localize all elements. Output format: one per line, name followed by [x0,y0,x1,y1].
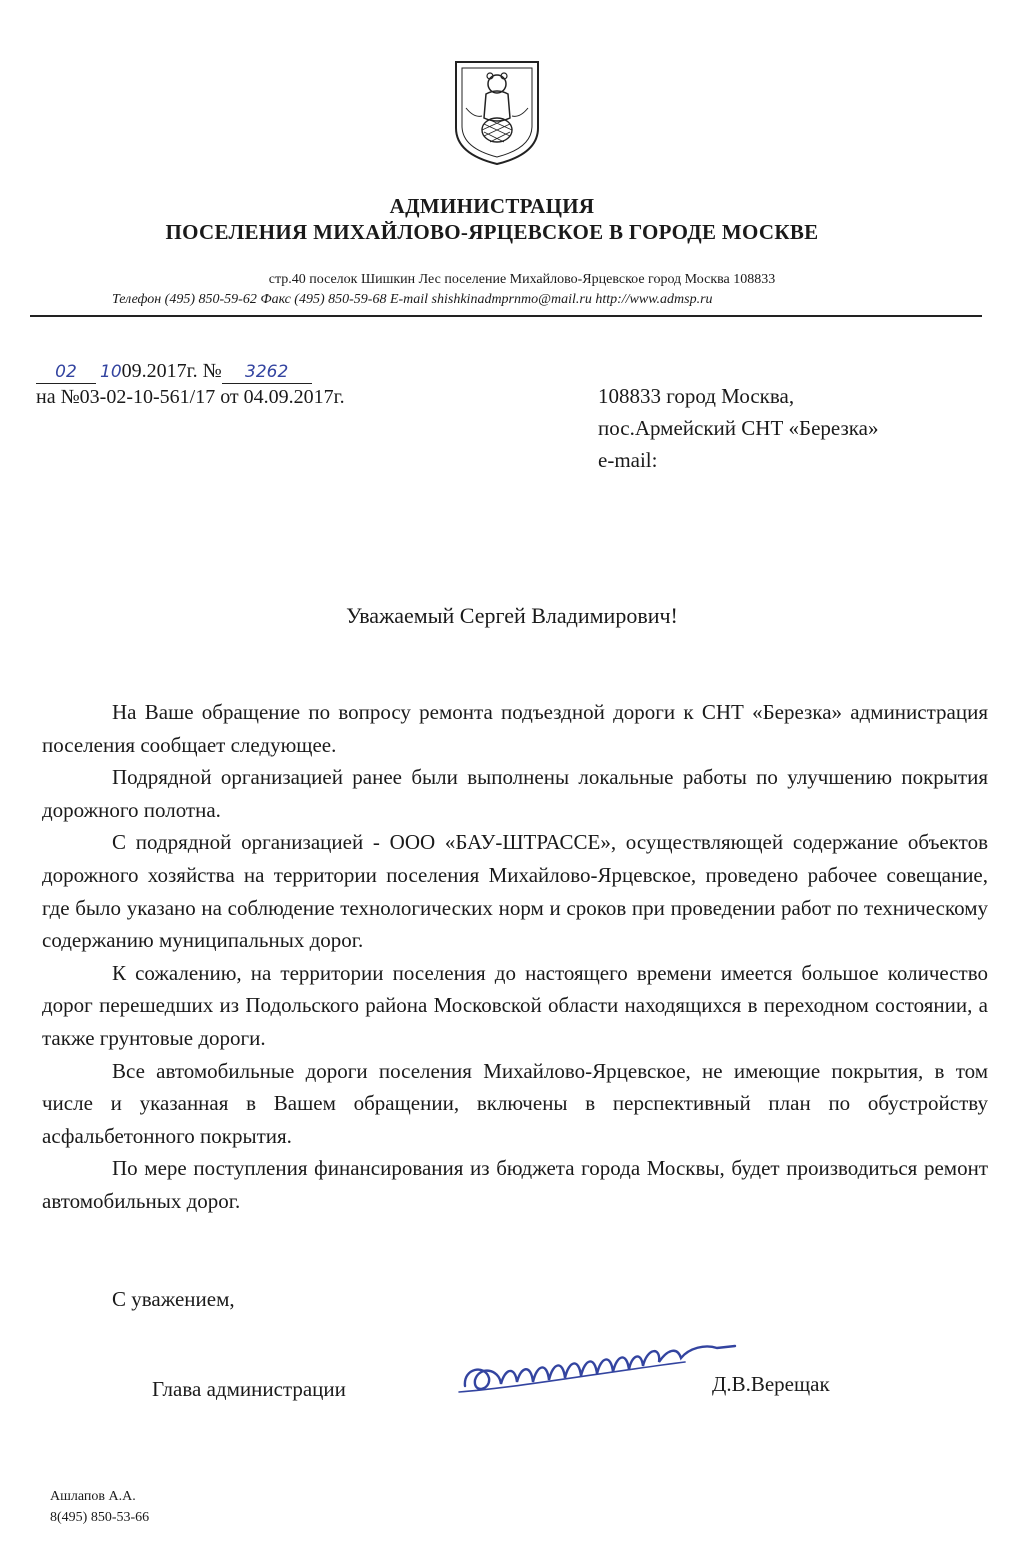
executor-name: Ашлапов А.А. [50,1489,136,1504]
handwritten-day: 02 [55,362,77,382]
paragraph: На Ваше обращение по вопросу ремонта подъездной дороги к СНТ «Березка» администрация поселения сообщает следующее. [42,700,988,757]
header-divider [30,315,982,317]
salutation: Уважаемый Сергей Владимирович! [346,603,678,628]
letter-body [42,696,988,1218]
signatory-role: Глава администрации [152,1377,346,1401]
executor-block [50,1486,149,1528]
coat-of-arms-emblem [452,58,542,168]
outgoing-date-line [36,360,312,384]
organization-contacts: Телефон (495) 850-59-62 Факс (495) 850-59-68 E-mail shishkinadmprnmo@mail.ru http://www.admsp.ru [112,292,713,307]
organization-address: стр.40 поселок Шишкин Лес поселение Михайлово-Ярцевское город Москва 108833 [268,272,776,287]
handwritten-number: 3262 [245,362,289,382]
handwritten-month: 10 [100,362,122,382]
paragraph: К сожалению, на территории поселения до настоящего времени имеется большое количество дорог перешедших из Подольского района Московской области находящихся в переходном состоянии, а также грунтовые дороги. [42,960,988,1050]
paragraph: С подрядной организацией - ООО «БАУ-ШТРАССЕ», осуществляющей содержание объектов дорожного хозяйства на территории поселения Михайлово-Ярцевское, проведено рабочее совещание, где было указано на соблюдение технологических норм и сроков при проведении работ по техническому содержанию муниципальных дорог. [42,830,988,953]
paragraph: По мере поступления финансирования из бюджета города Москвы, будет производиться ремонт автомобильных дорог. [42,1156,988,1213]
signatory-name: Д.В.Верещак [712,1372,830,1396]
recipient-settlement: пос.Армейский СНТ «Березка» [598,416,879,440]
paragraph: Все автомобильные дороги поселения Михайлово-Ярцевское, не имеющие покрытия, в том числе и указанная в Вашем обращении, включены в перспективный план по обустройству асфальбетонного покрытия. [42,1058,988,1148]
recipient-city: 108833 город Москва, [598,384,795,408]
reference-line: на №03-02-10-561/17 от 04.09.2017г. [36,386,345,408]
recipient-email: e-mail: [598,448,658,472]
executor-phone: 8(495) 850-53-66 [50,1510,150,1525]
recipient-block [598,380,879,476]
organization-subtitle: ПОСЕЛЕНИЯ МИХАЙЛОВО-ЯРЦЕВСКОЕ В ГОРОДЕ МОСКВЕ [165,220,819,244]
printed-date: 09.2017г. № [121,360,222,382]
handwritten-signature [455,1328,745,1408]
paragraph: Подрядной организацией ранее были выполнены локальные работы по улучшению покрытия дорожного полотна. [42,765,988,822]
closing-regards: С уважением, [112,1287,235,1311]
organization-title: АДМИНИСТРАЦИЯ [389,194,595,218]
